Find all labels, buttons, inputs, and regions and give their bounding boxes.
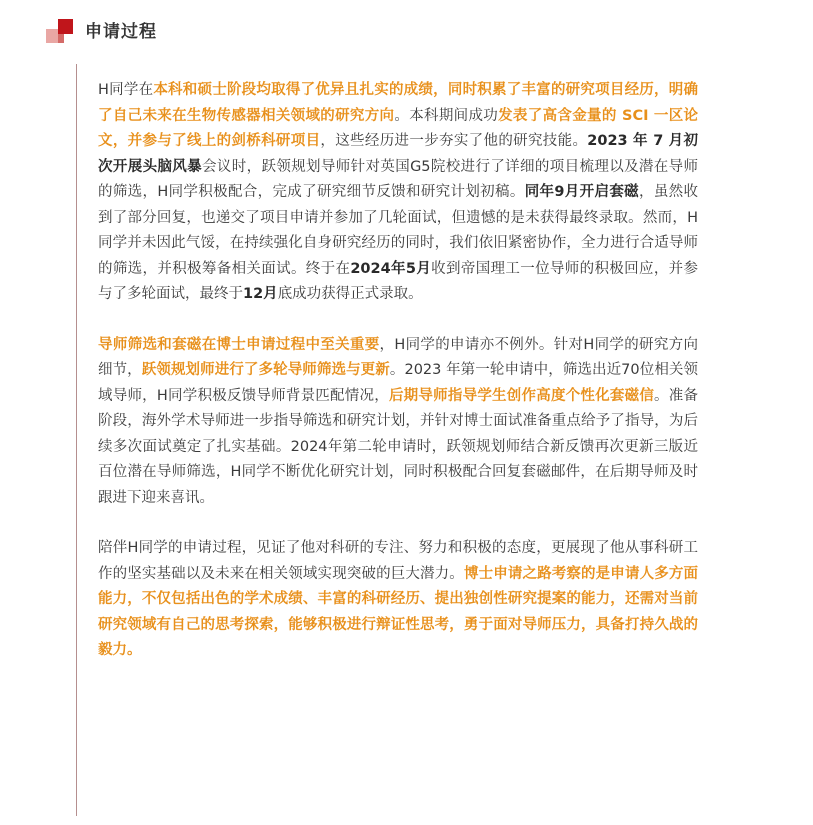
bold-text: 12月 — [243, 286, 278, 302]
body-text: 。准备阶段，海外学术导师进一步指导筛选和研究计划，并针对博士面试准备重点给予了指导，为后续多次面试奠定了扎实基础。2024年第二轮申请时，跃领规划师结合新反馈再次更新三版近百位潜在导师筛选，H同学不断优化研究计划，同时积极配合回复套磁邮件，在后期导师及时跟进下迎来喜讯。 — [98, 387, 699, 506]
bold-text: 2024年5月 — [350, 260, 432, 277]
highlight-text: 博士申请之路考察的是申请人多方面能力，不仅包括出色的学术成绩、丰富的科研经历、提出独创性研究提案的能力，还需对当前研究领域有自己的思考探索，能够积极进行辩证性思考，勇于面对导师压力，具备打持久战的毅力。 — [98, 565, 698, 658]
article-body — [98, 78, 698, 689]
bold-text: 同年9月开启套磁 — [524, 184, 639, 200]
body-text: 收到帝国理工一位导师的积极回应，并参与了多轮面试，最终于 — [98, 260, 699, 302]
body-text: 陪伴H同学的申请过程，见证了他对科研的专注、努力和积极的态度，更展现了他从事科研工作的坚实基础以及未来在相关领域实现突破的巨大潜力。 — [98, 540, 698, 582]
section-title: 申请过程 — [85, 22, 157, 42]
paragraph-2 — [98, 333, 698, 512]
body-text: 会议时，跃领规划导师针对英国G5院校进行了详细的项目梳理以及潜在导师的筛选，H同学积极配合，完成了研究细节反馈和研究计划初稿。 — [98, 158, 699, 200]
body-text: 。2023 年第一轮申请中，筛选出近70位相关领域导师，H同学积极反馈导师背景匹配情况， — [98, 362, 699, 404]
body-text: ，虽然收到了部分回复，也递交了项目申请并参加了几轮面试，但遗憾的是未获得最终录取。然而，H同学并未因此气馁，在持续强化自身研究经历的同时，我们依旧紧密协作，全力进行合适导师的筛选，并积极筹备相关面试。终于在 — [98, 184, 699, 277]
stacked-squares-icon — [44, 18, 76, 50]
bold-text: 2023 年 7 月初次开展头脑风暴 — [98, 133, 699, 175]
highlight-text: 跃领规划师进行了多轮导师筛选与更新 — [141, 362, 390, 378]
body-text: H同学在 — [98, 82, 154, 98]
highlight-text: 导师筛选和套磁在博士申请过程中至关重要 — [98, 336, 380, 353]
highlight-text: 后期导师指导学生创作高度个性化套磁信 — [388, 387, 655, 404]
body-text: 底成功获得正式录取。 — [277, 286, 423, 302]
body-text: 。本科期间成功 — [394, 107, 499, 124]
paragraph-3 — [98, 536, 698, 664]
timeline-divider — [76, 64, 77, 816]
section-header — [0, 0, 813, 60]
body-text: ，H同学的申请亦不例外。针对H同学的研究方向细节， — [98, 336, 698, 378]
paragraph-1 — [98, 78, 698, 308]
body-text: ，这些经历进一步夯实了他的研究技能。 — [320, 133, 588, 149]
highlight-text: 本科和硕士阶段均取得了优异且扎实的成绩，同时积累了丰富的研究项目经历，明确了自己未来在生物传感器相关领域的研究方向 — [98, 82, 698, 124]
highlight-text: 发表了高含金量的 SCI 一区论文，并参与了线上的剑桥科研项目 — [98, 107, 699, 149]
